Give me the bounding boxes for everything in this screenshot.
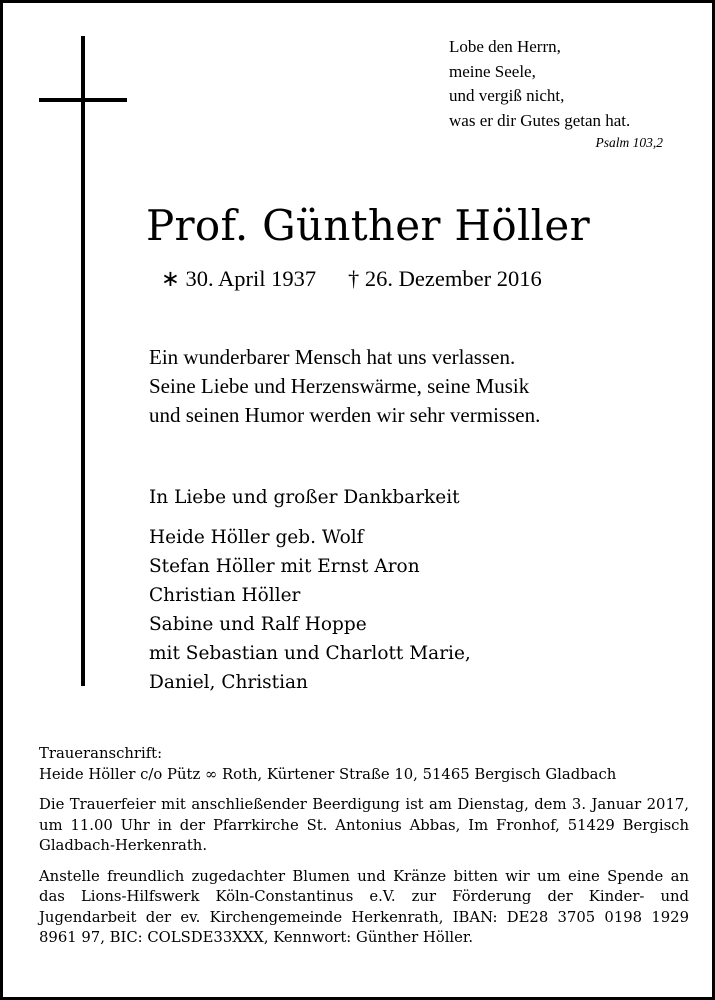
tribute-line: und seinen Humor werden wir sehr vermissen. [149,403,541,427]
family-member: mit Sebastian und Charlott Marie, [149,643,471,664]
psalm-reference: Psalm 103,2 [595,135,663,150]
deceased-name: Prof. Günther Höller [146,201,590,250]
cross-icon [81,36,85,686]
psalm-line: Lobe den Herrn, [449,37,561,56]
tribute-line: Seine Liebe und Herzenswärme, seine Musik [149,374,530,398]
family-member: Stefan Höller mit Ernst Aron [149,556,420,577]
birth-date: ∗ 30. April 1937 [161,266,317,291]
psalm-quote [449,35,689,133]
family-member: Heide Höller geb. Wolf [149,527,364,548]
tribute-line: Ein wunderbarer Mensch hat uns verlassen. [149,345,516,369]
donation-info: Anstelle freundlich zugedachter Blumen und Kränze bitten wir um eine Spende an das Lions-Hilfswerk Köln-Constantinus e.V. zur Förderung der Kinder- und Jugendarbeit der ev. Kirchengemeinde Herkenrath, IBAN: DE28 3705 0198 1929 8961 97, BIC: COLSDE33XXX, Kennwort: Günther Höller. [39,867,689,946]
family-member: Daniel, Christian [149,672,308,693]
family-list [149,523,471,697]
funeral-notes [39,744,689,959]
address-label: Traueranschrift: [39,745,163,762]
family-member: Christian Höller [149,585,301,606]
psalm-line: meine Seele, [449,61,536,81]
psalm-line: was er dir Gutes getan hat. [449,110,631,130]
ceremony-info: Die Trauerfeier mit anschließender Beerdigung ist am Dienstag, dem 3. Januar 2017, um 11.00 Uhr in der Pfarrkirche St. Antonius Abbas, Im Fronhof, 51429 Bergisch Gladbach-Herkenrath. [39,796,689,854]
mourning-address: Heide Höller c/o Pütz ∞ Roth, Kürtener Straße 10, 51465 Bergisch Gladbach [39,765,617,783]
cross-icon-bar [39,98,127,102]
psalm-line: und vergiß nicht, [449,86,565,105]
tribute-text [149,343,540,430]
death-date: † 26. Dezember 2016 [348,266,542,291]
family-member: Sabine und Ralf Hoppe [149,614,367,635]
signoff: In Liebe und großer Dankbarkeit [149,487,460,508]
